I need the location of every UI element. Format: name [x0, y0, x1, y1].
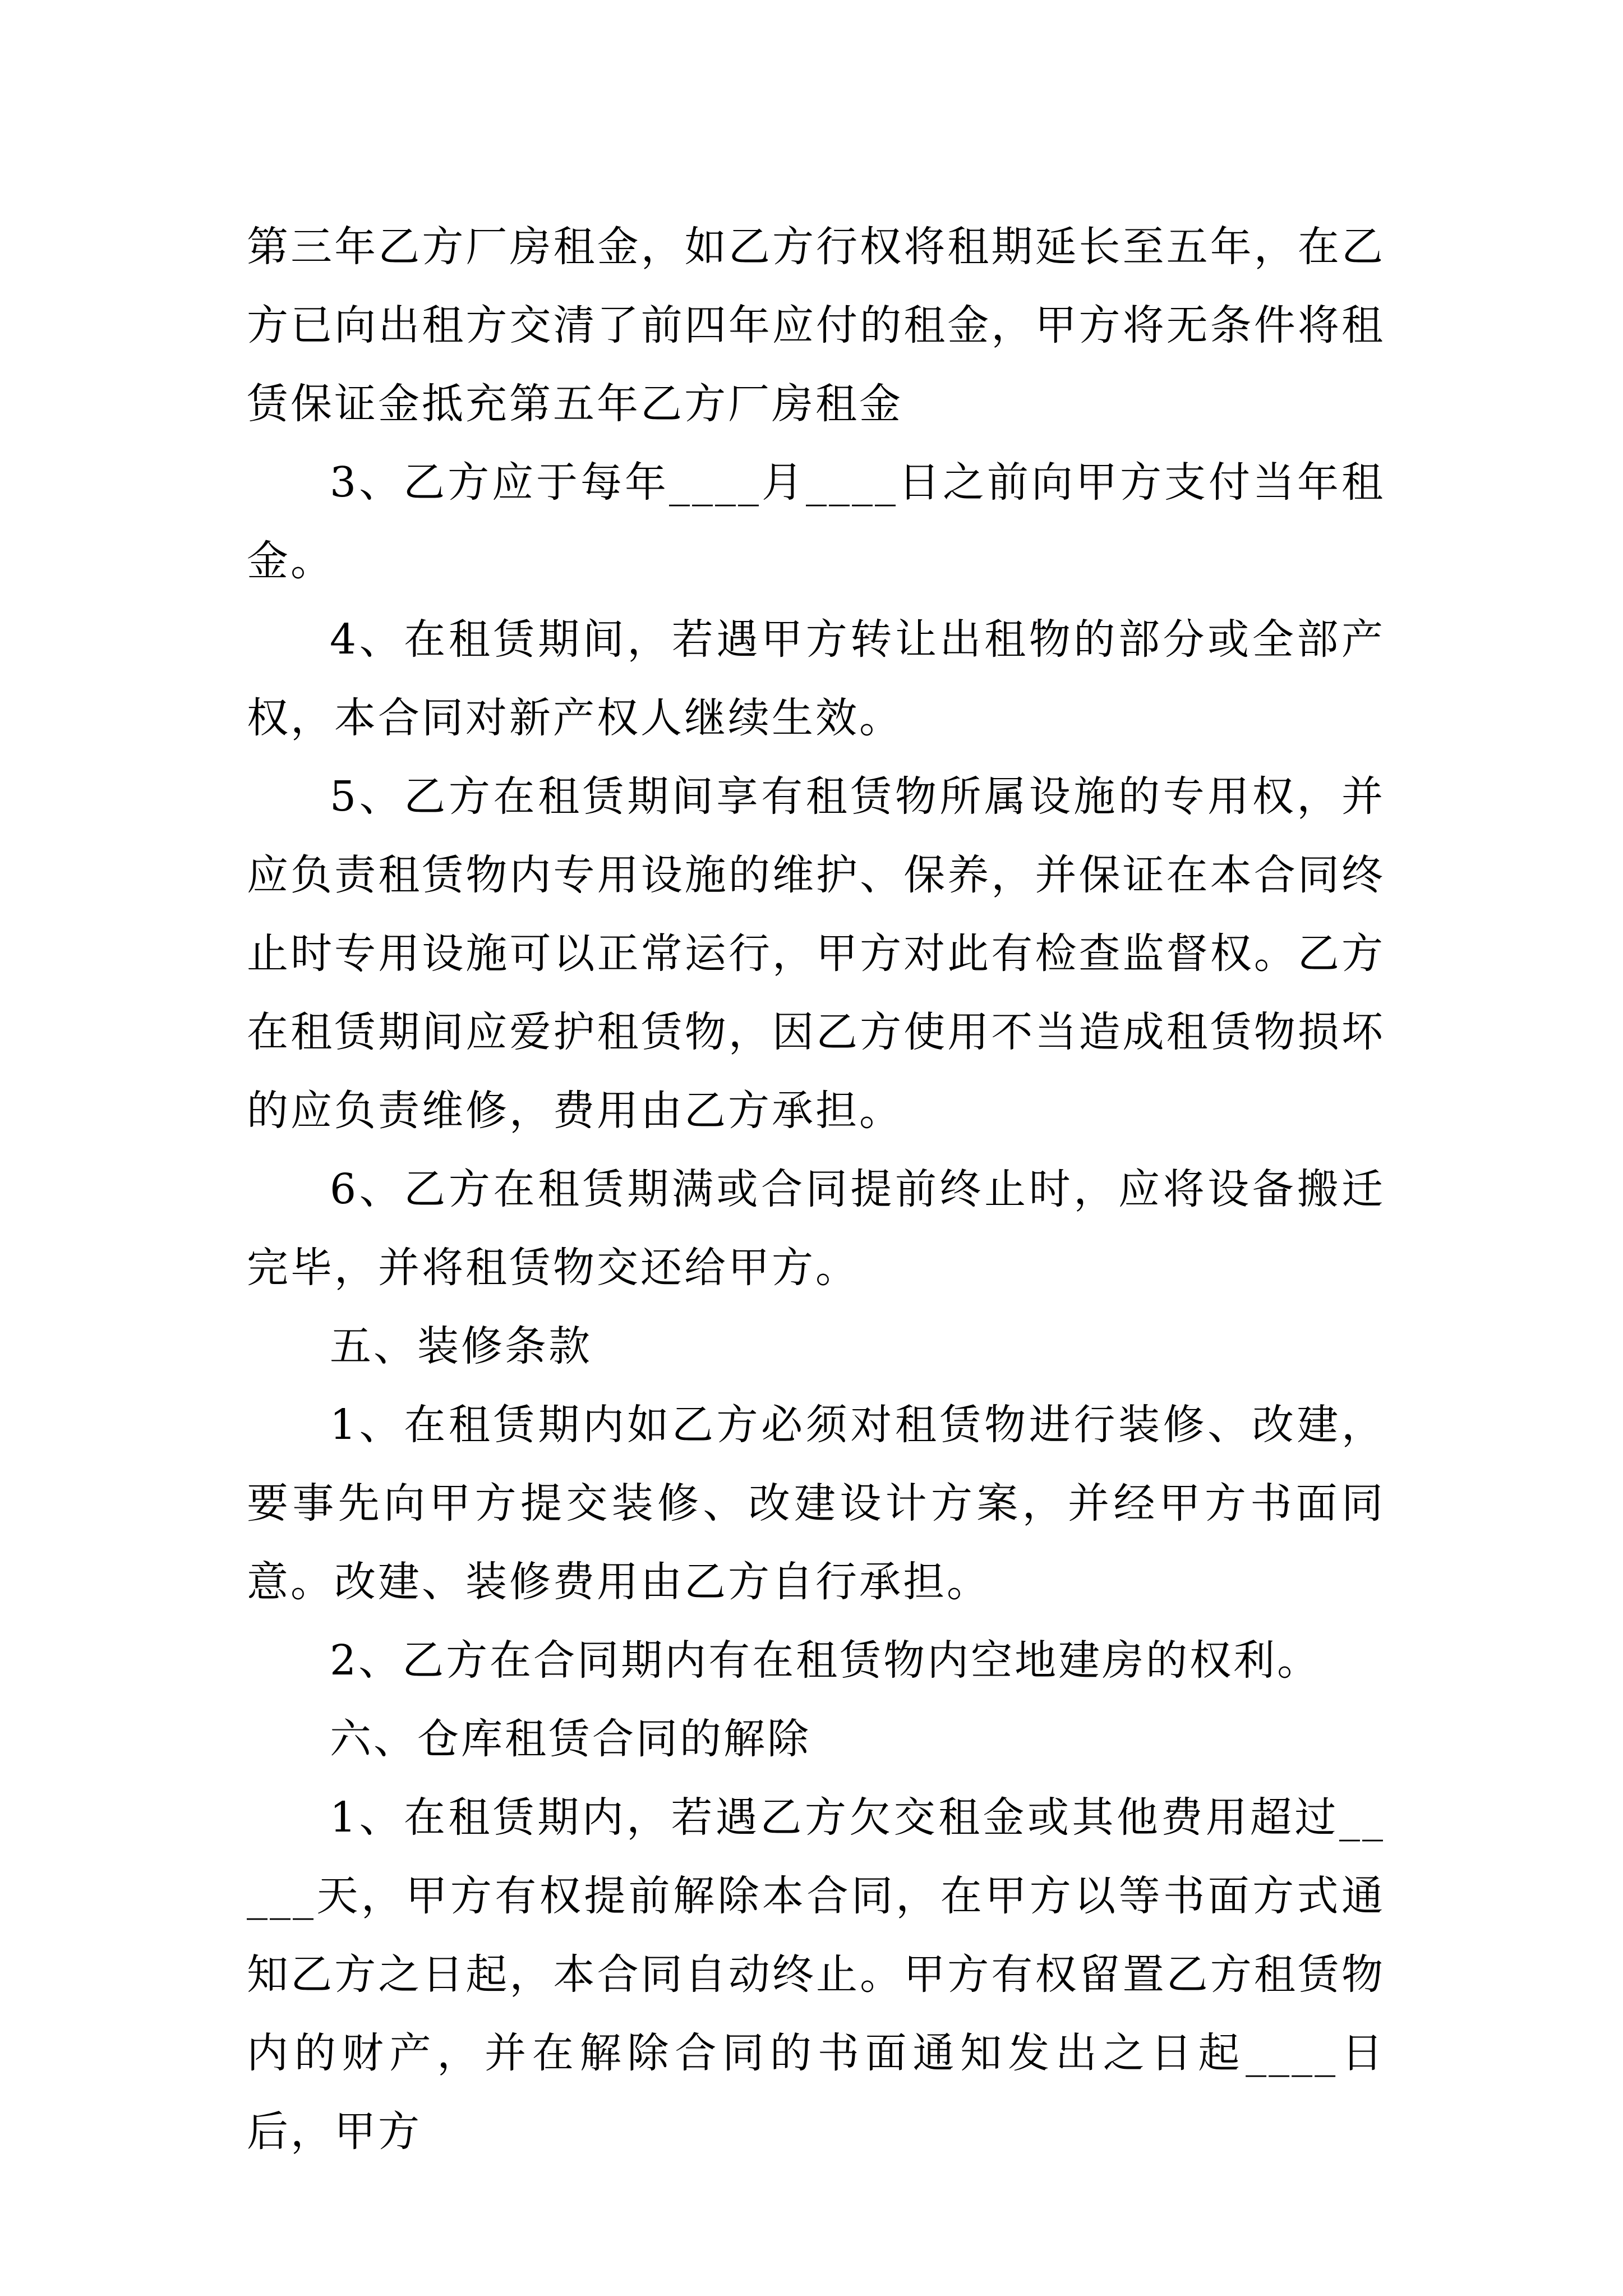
paragraph-clause-4-ownership-transfer: 4、在租赁期间，若遇甲方转让出租物的部分或全部产权，本合同对新产权人继续生效。 — [247, 615, 1385, 742]
paragraph-continued-rent-terms: 第三年乙方厂房租金，如乙方行权将租期延长至五年，在乙方已向出租方交清了前四年应付的租金，甲方将无条件将租赁保证金抵充第五年乙方厂房租金 — [247, 223, 1385, 428]
paragraph-clause-6-equipment-removal: 6、乙方在租赁期满或合同提前终止时，应将设备搬迁完毕，并将租赁物交还给甲方。 — [247, 1165, 1385, 1292]
paragraph-renovation-clause-2: 2、乙方在合同期内有在租赁物内空地建房的权利。 — [330, 1636, 1321, 1685]
section-heading-contract-termination: 六、仓库租赁合同的解除 — [330, 1715, 811, 1763]
paragraph-renovation-clause-1: 1、在租赁期内如乙方必须对租赁物进行装修、改建，要事先向甲方提交装修、改建设计方案，并经甲方书面同意。改建、装修费用由乙方自行承担。 — [247, 1401, 1385, 1606]
document-page — [247, 208, 1385, 2156]
paragraph-termination-clause-1: 1、在租赁期内，若遇乙方欠交租金或其他费用超过_____天，甲方有权提前解除本合同，在甲方以等书面方式通知乙方之日起，本合同自动终止。甲方有权留置乙方租赁物内的财产，并在解除合同的书面通知发出之日起____日后，甲方 — [247, 1793, 1385, 2156]
section-heading-renovation-terms: 五、装修条款 — [330, 1322, 592, 1370]
paragraph-clause-5-facility-maintenance: 5、乙方在租赁期间享有租赁物所属设施的专用权，并应负责租赁物内专用设施的维护、保养，并保证在本合同终止时专用设施可以正常运行，甲方对此有检查监督权。乙方在租赁期间应爱护租赁物，因乙方使用不当造成租赁物损坏的应负责维修，费用由乙方承担。 — [247, 772, 1385, 1135]
paragraph-clause-3-rent-payment-date: 3、乙方应于每年____月____日之前向甲方支付当年租金。 — [247, 458, 1385, 585]
